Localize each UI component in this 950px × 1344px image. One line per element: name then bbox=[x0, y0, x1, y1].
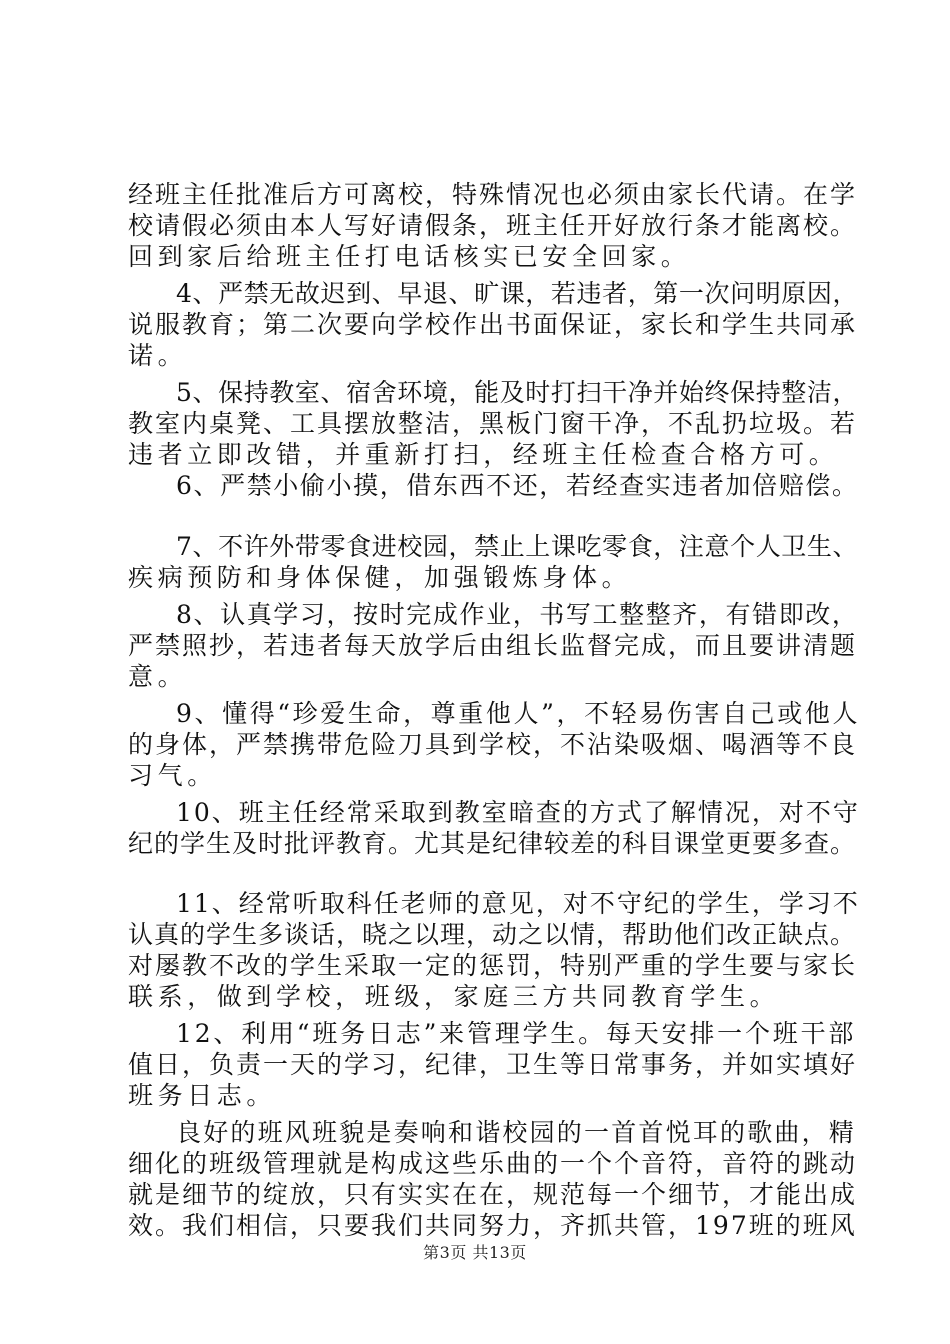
text-line: 纪的学生及时批评教育。尤其是纪律较差的科目课堂更要多查。 bbox=[128, 829, 857, 858]
text-line: 7、不许外带零食进校园，禁止上课吃零食，注意个人卫生、 bbox=[176, 532, 859, 561]
page-number-footer: 第3页 共13页 bbox=[423, 1243, 527, 1262]
text-line: 6、严禁小偷小摸，借东西不还，若经查实违者加倍赔偿。 bbox=[176, 471, 859, 500]
text-line: 联系，做到学校，班级，家庭三方共同教育学生。 bbox=[128, 982, 780, 1011]
text-line: 就是细节的绽放，只有实实在在，规范每一个细节，才能出成 bbox=[128, 1180, 858, 1209]
text-line: 违者立即改错，并重新打扫，经班主任检查合格方可。 bbox=[128, 440, 839, 469]
text-line: 8、认真学习，按时完成作业，书写工整整齐，有错即改， bbox=[176, 600, 859, 629]
text-line: 习气。 bbox=[128, 761, 217, 790]
text-line: 9、懂得“珍爱生命，尊重他人”，不轻易伤害自己或他人 bbox=[176, 699, 861, 728]
text-line: 说服教育；第二次要向学校作出书面保证，家长和学生共同承 bbox=[128, 310, 858, 339]
text-line: 认真的学生多谈话，晓之以理，动之以情，帮助他们改正缺点。 bbox=[128, 920, 857, 949]
text-line: 对屡教不改的学生采取一定的惩罚，特别严重的学生要与家长 bbox=[128, 951, 858, 980]
text-line: 的身体，严禁携带危险刀具到学校，不沾染吸烟、喝酒等不良 bbox=[128, 730, 858, 759]
text-line: 班务日志。 bbox=[128, 1081, 277, 1110]
text-line: 良好的班风班貌是奏响和谐校园的一首首悦耳的歌曲，精 bbox=[176, 1118, 857, 1147]
text-line: 11、经常听取科任老师的意见，对不守纪的学生，学习不 bbox=[176, 889, 860, 918]
text-line: 效。我们相信，只要我们共同努力，齐抓共管，197班的班风 bbox=[128, 1211, 857, 1240]
text-line: 10、班主任经常采取到教室暗查的方式了解情况，对不守 bbox=[176, 798, 860, 827]
text-line: 诺。 bbox=[128, 341, 188, 370]
text-line: 回到家后给班主任打电话核实已安全回家。 bbox=[128, 242, 691, 271]
text-line: 12、利用“班务日志”来管理学生。每天安排一个班干部 bbox=[176, 1019, 857, 1048]
text-line: 疾病预防和身体保健，加强锻炼身体。 bbox=[128, 563, 632, 592]
text-line: 5、保持教室、宿舍环境，能及时打扫干净并始终保持整洁， bbox=[176, 378, 859, 407]
text-line: 细化的班级管理就是构成这些乐曲的一个个音符，音符的跳动 bbox=[128, 1149, 858, 1178]
text-line: 严禁照抄，若违者每天放学后由组长监督完成，而且要讲清题 bbox=[128, 631, 858, 660]
text-line: 值日，负责一天的学习，纪律，卫生等日常事务，并如实填好 bbox=[128, 1050, 858, 1079]
text-line: 经班主任批准后方可离校，特殊情况也必须由家长代请。在学 bbox=[128, 180, 858, 209]
text-line: 校请假必须由本人写好请假条，班主任开好放行条才能离校。 bbox=[128, 211, 858, 240]
text-line: 教室内桌凳、工具摆放整洁，黑板门窗干净，不乱扔垃圾。若 bbox=[128, 409, 858, 438]
text-line: 意。 bbox=[128, 662, 188, 691]
text-line: 4、严禁无故迟到、早退、旷课，若违者，第一次问明原因， bbox=[176, 279, 859, 308]
